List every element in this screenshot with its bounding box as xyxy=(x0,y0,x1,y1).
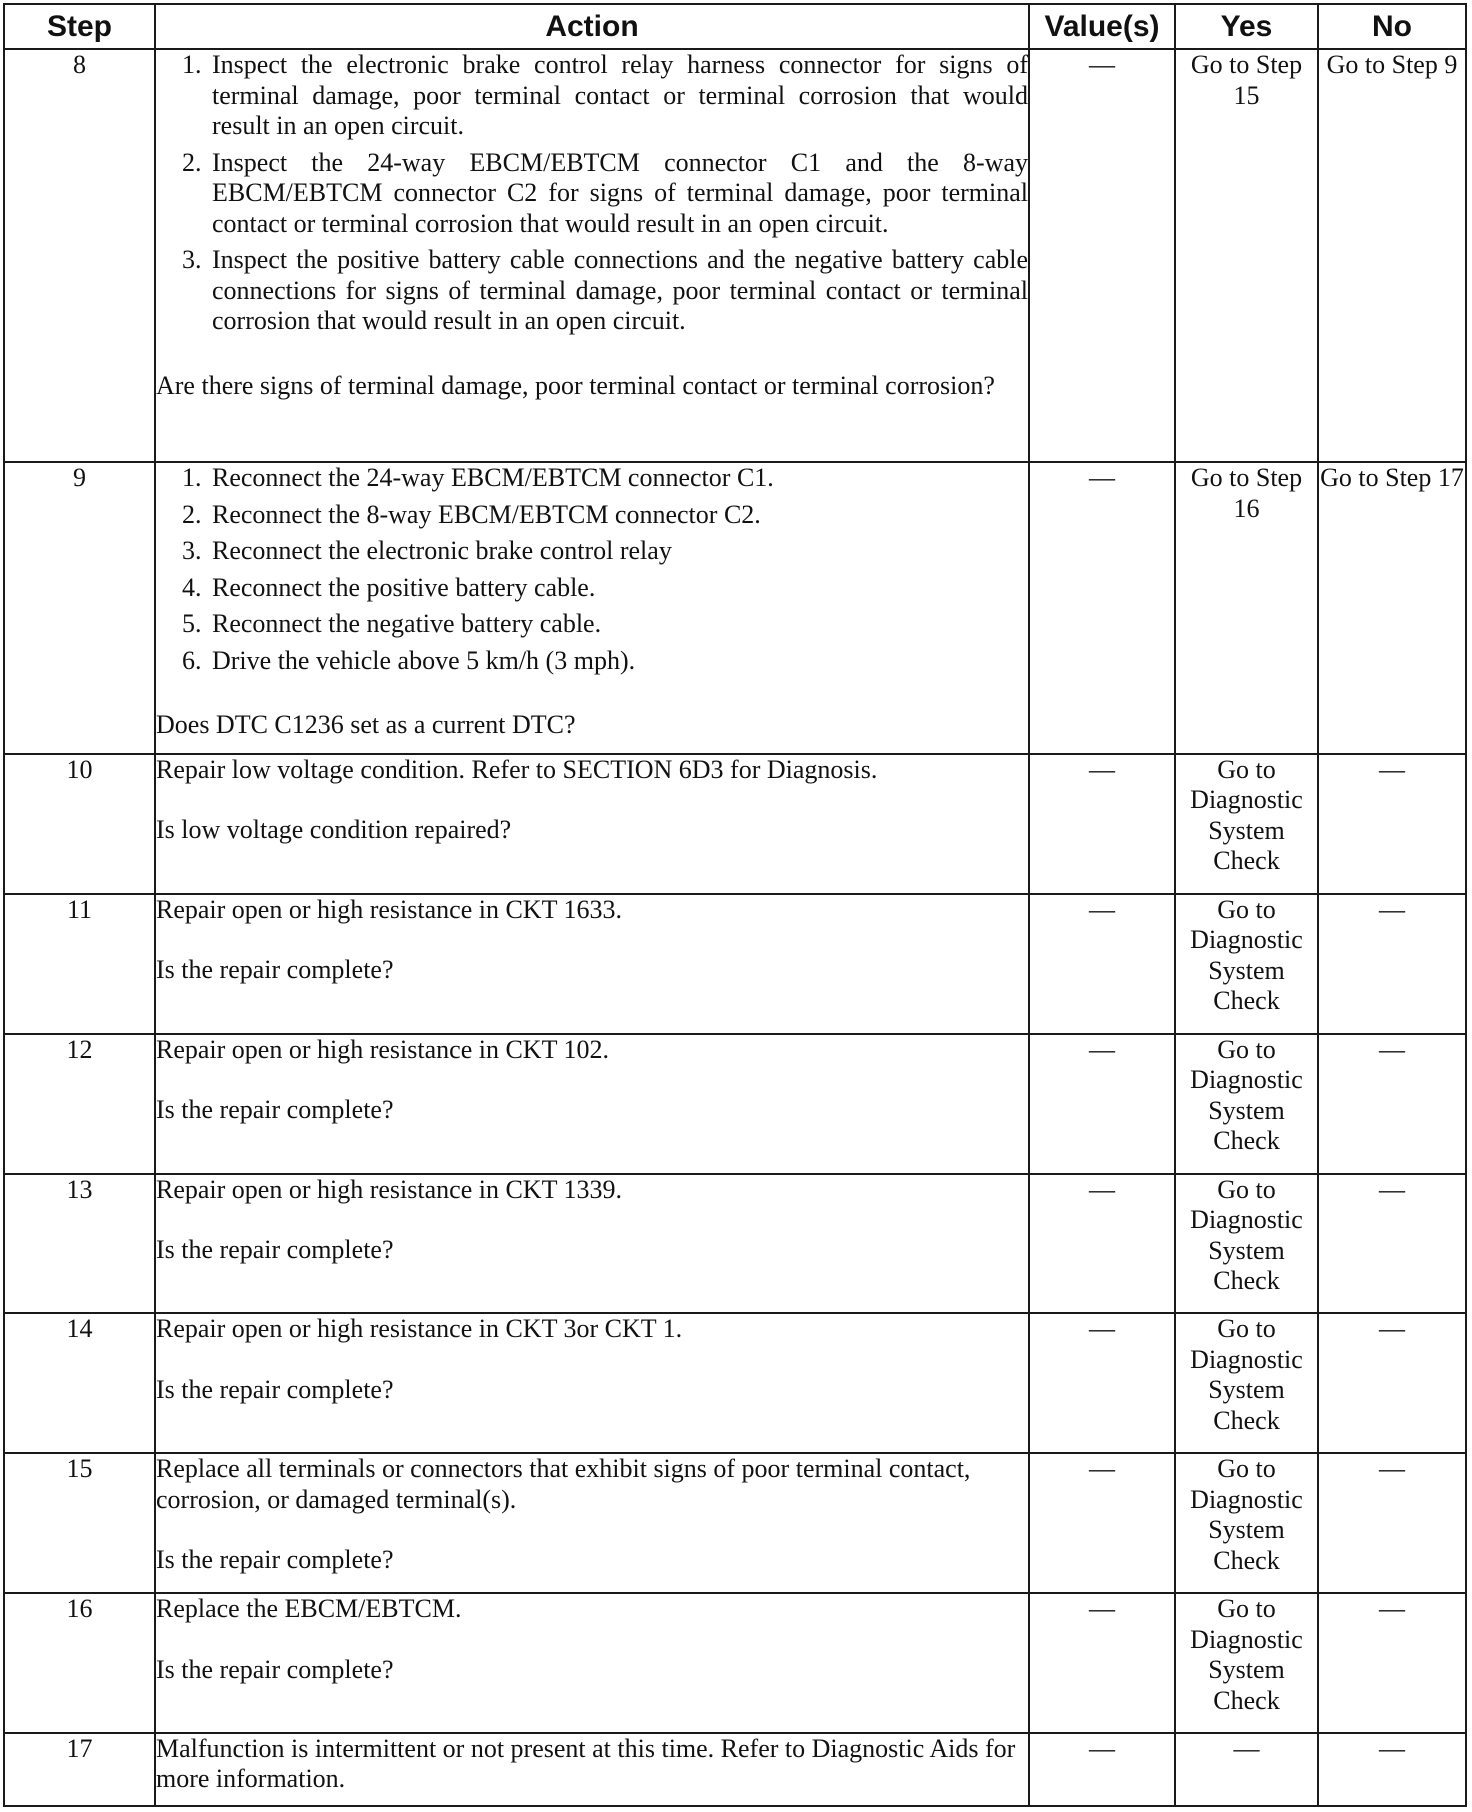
no-cell: — xyxy=(1318,1733,1466,1806)
action-cell xyxy=(155,1034,1029,1174)
yes-cell: Go to Diagnostic System Check xyxy=(1175,894,1318,1034)
list-item-number: 6. xyxy=(182,645,202,675)
header-action: Action xyxy=(155,4,1029,49)
list-item-text: Reconnect the positive battery cable. xyxy=(212,572,596,602)
list-item-number: 1. xyxy=(182,463,202,493)
action-list xyxy=(156,463,1028,676)
value-cell: — xyxy=(1029,894,1175,1034)
list-item-number: 2. xyxy=(182,499,202,529)
action-cell xyxy=(155,754,1029,894)
action-cell xyxy=(155,49,1029,462)
list-item xyxy=(182,609,1028,640)
step-number: 13 xyxy=(4,1174,155,1314)
action-cell xyxy=(155,462,1029,754)
action-cell xyxy=(155,894,1029,1034)
table-row-step-10 xyxy=(4,754,1466,894)
no-cell: Go to Step 9 xyxy=(1318,49,1466,462)
no-cell: — xyxy=(1318,1593,1466,1733)
action-question: Are there signs of terminal damage, poor terminal contact or terminal corrosion? xyxy=(156,370,995,400)
no-cell: Go to Step 17 xyxy=(1318,462,1466,754)
list-item-number: 2. xyxy=(182,147,202,177)
action-question: Does DTC C1236 set as a current DTC? xyxy=(156,710,576,740)
action-text: Replace the EBCM/EBTCM. xyxy=(156,1594,462,1624)
value-cell: — xyxy=(1029,462,1175,754)
list-item-text: Reconnect the negative battery cable. xyxy=(212,609,602,639)
value-cell: — xyxy=(1029,1453,1175,1593)
action-text: Repair open or high resistance in CKT 3or CKT 1. xyxy=(156,1314,683,1344)
step-number: 15 xyxy=(4,1453,155,1593)
yes-cell: Go to Diagnostic System Check xyxy=(1175,1313,1318,1453)
yes-cell: Go to Diagnostic System Check xyxy=(1175,1174,1318,1314)
action-cell xyxy=(155,1733,1029,1806)
list-item xyxy=(182,245,1028,337)
action-list xyxy=(156,50,1028,337)
list-item xyxy=(182,148,1028,240)
action-question: Is the repair complete? xyxy=(156,1095,394,1125)
table-row-step-17 xyxy=(4,1733,1466,1806)
action-question: Is the repair complete? xyxy=(156,1654,394,1684)
action-cell xyxy=(155,1174,1029,1314)
step-number: 17 xyxy=(4,1733,155,1806)
list-item xyxy=(182,463,1028,494)
action-cell xyxy=(155,1453,1029,1593)
list-item xyxy=(182,500,1028,531)
yes-cell: Go to Diagnostic System Check xyxy=(1175,754,1318,894)
table-row-step-12 xyxy=(4,1034,1466,1174)
step-number: 8 xyxy=(4,49,155,462)
list-item-text: Inspect the 24-way EBCM/EBTCM connector C1 and the 8-way EBCM/EBTCM connector C2 for signs of terminal damage, poor terminal contact or terminal corrosion that would result in an open circuit. xyxy=(212,147,1028,238)
list-item-text: Inspect the positive battery cable connections and the negative battery cable connections for signs of terminal damage, poor terminal contact or terminal corrosion that would result in an open circuit. xyxy=(212,245,1028,335)
action-text: Replace all terminals or connectors that exhibit signs of poor terminal contact, corrosion, or damaged terminal(s). xyxy=(156,1454,971,1514)
table-row-step-8 xyxy=(4,49,1466,462)
action-text: Repair open or high resistance in CKT 1339. xyxy=(156,1174,622,1204)
step-number: 9 xyxy=(4,462,155,754)
action-text: Repair open or high resistance in CKT 1633. xyxy=(156,894,622,924)
value-cell: — xyxy=(1029,49,1175,462)
header-row xyxy=(4,4,1466,49)
list-item-text: Reconnect the 24-way EBCM/EBTCM connector C1. xyxy=(212,463,774,493)
action-text: Repair low voltage condition. Refer to SECTION 6D3 for Diagnosis. xyxy=(156,754,878,784)
value-cell: — xyxy=(1029,1313,1175,1453)
value-cell: — xyxy=(1029,754,1175,894)
table-row-step-14 xyxy=(4,1313,1466,1453)
yes-cell: Go to Diagnostic System Check xyxy=(1175,1453,1318,1593)
step-number: 16 xyxy=(4,1593,155,1733)
yes-cell: Go to Step 15 xyxy=(1175,49,1318,462)
table-row-step-11 xyxy=(4,894,1466,1034)
action-question: Is the repair complete? xyxy=(156,1235,394,1264)
table-row-step-16 xyxy=(4,1593,1466,1733)
value-cell: — xyxy=(1029,1174,1175,1314)
list-item xyxy=(182,646,1028,677)
list-item-number: 3. xyxy=(182,245,202,274)
action-question: Is the repair complete? xyxy=(156,955,394,985)
action-question: Is low voltage condition repaired? xyxy=(156,815,512,845)
no-cell: — xyxy=(1318,1313,1466,1453)
header-step: Step xyxy=(4,4,155,49)
step-number: 14 xyxy=(4,1313,155,1453)
no-cell: — xyxy=(1318,1174,1466,1314)
table-row-step-13 xyxy=(4,1174,1466,1314)
yes-cell: Go to Step 16 xyxy=(1175,462,1318,754)
list-item-number: 4. xyxy=(182,572,202,602)
value-cell: — xyxy=(1029,1034,1175,1174)
action-text: Repair open or high resistance in CKT 102. xyxy=(156,1034,609,1064)
step-number: 12 xyxy=(4,1034,155,1174)
no-cell: — xyxy=(1318,894,1466,1034)
list-item-text: Drive the vehicle above 5 km/h (3 mph). xyxy=(212,645,636,675)
table-row-step-9 xyxy=(4,462,1466,754)
list-item-text: Inspect the electronic brake control relay harness connector for signs of terminal damage, poor terminal contact or terminal corrosion that would result in an open circuit. xyxy=(212,50,1028,140)
no-cell: — xyxy=(1318,1453,1466,1593)
list-item xyxy=(182,573,1028,604)
yes-cell: — xyxy=(1175,1733,1318,1806)
action-question: Is the repair complete? xyxy=(156,1374,394,1404)
list-item-text: Reconnect the 8-way EBCM/EBTCM connector C2. xyxy=(212,499,761,529)
value-cell: — xyxy=(1029,1593,1175,1733)
yes-cell: Go to Diagnostic System Check xyxy=(1175,1593,1318,1733)
step-number: 11 xyxy=(4,894,155,1034)
action-cell xyxy=(155,1593,1029,1733)
list-item-number: 5. xyxy=(182,609,202,639)
list-item-number: 3. xyxy=(182,536,202,566)
action-text: Malfunction is intermittent or not present at this time. Refer to Diagnostic Aids for more information. xyxy=(156,1733,1016,1794)
list-item-text: Reconnect the electronic brake control relay xyxy=(212,536,672,566)
step-number: 10 xyxy=(4,754,155,894)
header-values: Value(s) xyxy=(1029,4,1175,49)
action-cell xyxy=(155,1313,1029,1453)
action-question: Is the repair complete? xyxy=(156,1545,394,1575)
value-cell: — xyxy=(1029,1733,1175,1806)
header-yes: Yes xyxy=(1175,4,1318,49)
yes-cell: Go to Diagnostic System Check xyxy=(1175,1034,1318,1174)
list-item-number: 1. xyxy=(182,50,202,79)
header-no: No xyxy=(1318,4,1466,49)
list-item xyxy=(182,50,1028,142)
table-row-step-15 xyxy=(4,1453,1466,1593)
no-cell: — xyxy=(1318,754,1466,894)
list-item xyxy=(182,536,1028,567)
diagnostic-table xyxy=(3,3,1467,1807)
no-cell: — xyxy=(1318,1034,1466,1174)
